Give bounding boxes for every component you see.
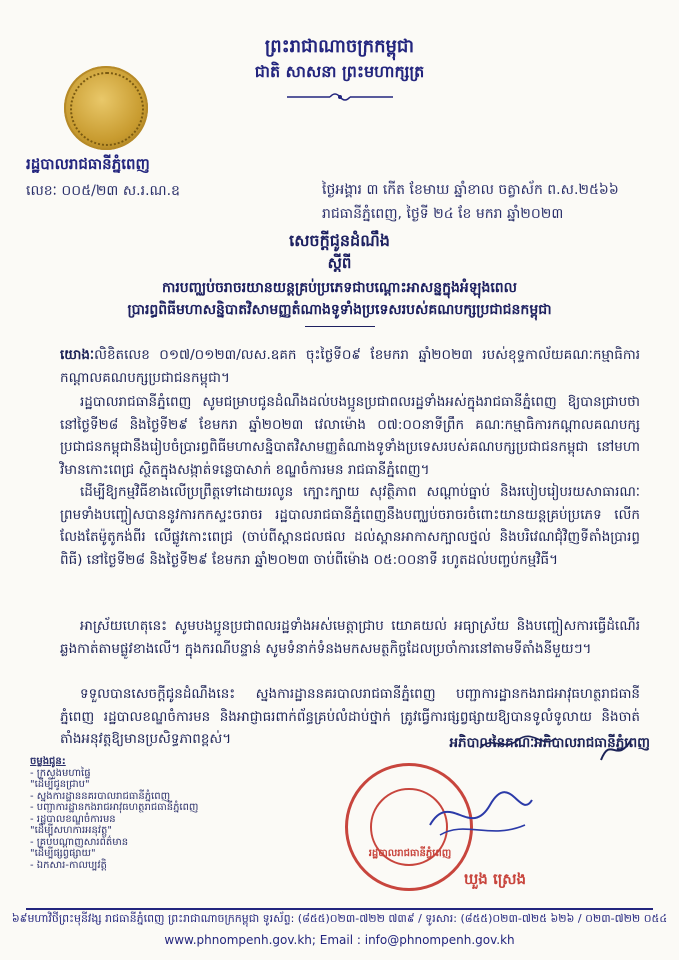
subject-line-2: ប្រារព្ធពិធីមហាសន្និបាតវិសាមញ្ញតំណាងទូទាំងប្រទេសរបស់គណបក្សប្រជាជនកម្ពុជា — [127, 302, 552, 318]
solar-date: រាជធានីភ្នំពេញ, ថ្ងៃទី ២៤ ខែ មករា ឆ្នាំ២០២៣ — [322, 206, 564, 222]
cc-list — [30, 756, 198, 871]
cc-heading: ចម្លងជូន: — [30, 756, 66, 767]
cc-item: - គ្រប់បណ្ដាញសារព័ត៌មាន — [30, 836, 129, 848]
cc-item: - ស្នងការដ្ឋាននគរបាលរាជធានីភ្នំពេញ — [30, 790, 171, 802]
body-paragraph-2: ដើម្បីឱ្យកម្មវិធីខាងលើប្រព្រឹត្តទៅដោយរលូន ក្បោះក្បាយ សុវត្ថិភាព សណ្ដាប់ធ្នាប់ និងរបៀបរៀបរយសាធារណៈ ព្រមទាំងបញ្ចៀសបាននូវការកកស្ទះចរាចរ រដ្ឋបាលរាជធានីភ្នំពេញនឹងបញ្ឈប់ចរាចរចំពោះយានយន្តគ្រប់ប្រភេទ លើកលែងតែម៉ូតូកង់ពីរ លើផ្លូវកោះពេជ្រ (ចាប់ពីស្ពានជលផល ដល់ស្ពានអាកាសក្បាលថ្នល់ និងបរិវេណជុំវិញទីតាំងប្រារព្ធពិធី) នៅថ្ងៃទី២៨ និងថ្ងៃទី២៩ ខែមករា ឆ្នាំ២០២៣ ចាប់ពីម៉ោង ០៥:០០នាទី រហូតដល់បញ្ចប់កម្មវិធី។ — [60, 484, 640, 568]
body-paragraph-3: អាស្រ័យហេតុនេះ សូមបងប្អូនប្រជាពលរដ្ឋទាំងអស់មេត្តាជ្រាប យោគយល់ អធ្យាស្រ័យ និងបញ្ចៀសការធ្វើដំណើរឆ្លងកាត់តាមផ្លូវខាងលើ។ ក្នុងករណីបន្ទាន់ សូមទំនាក់ទំនងមកសមត្ថកិច្ចដែលប្រចាំការនៅតាមទីតាំងនីមួយៗ។ — [60, 618, 640, 657]
handwritten-note — [478, 730, 558, 755]
initial-mark — [596, 730, 636, 770]
stamp-text: រដ្ឋបាលរាជធានីភ្នំពេញ — [368, 848, 452, 859]
cc-item: - បញ្ជាការដ្ឋានកងរាជអាវុធហត្ថរាជធានីភ្នំពេញ — [30, 802, 199, 813]
cc-item: - ឯកសារ-កាលប្បវត្តិ — [30, 859, 107, 871]
reference-number: លេខៈ ០០៥/២៣ ស.រ.ណ.ឧ — [26, 183, 180, 199]
kingdom-heading: ព្រះរាជាណាចក្រកម្ពុជា — [264, 36, 415, 57]
cc-item: - ក្រសួងមហាផ្ទៃ — [30, 767, 91, 779]
motto-heading: ជាតិ សាសនា ព្រះមហាក្សត្រ — [254, 62, 425, 81]
cc-item: - រដ្ឋបាលខណ្ឌចំការមន — [30, 813, 116, 825]
body-paragraph-1: រដ្ឋបាលរាជធានីភ្នំពេញ សូមជម្រាបជូនដំណឹងដល់បងប្អូនប្រជាពលរដ្ឋទាំងអស់ក្នុងរាជធានីភ្នំពេញ ឱ្យបានជ្រាបថា នៅថ្ងៃទី២៨ និងថ្ងៃទី២៩ ខែមករា ឆ្នាំ២០២៣ វេលាម៉ោង ០៧:០០នាទីព្រឹក គណៈកម្មាធិការកណ្ដាលគណបក្សប្រជាជនកម្ពុជានឹងរៀបចំប្រារព្ធពិធីមហាសន្និបាតវិសាមញ្ញតំណាងទូទាំងប្រទេសរបស់គណបក្សប្រជាជនកម្ពុជា នៅមហាវិមានកោះពេជ្រ ស្ថិតក្នុងសង្កាត់ទន្លេបាសាក់ ខណ្ឌចំការមន រាជធានីភ្នំពេញ។ — [60, 394, 640, 478]
cc-item: "ដើម្បីសហការអនុវត្ត" — [30, 825, 113, 836]
sender-name: រដ្ឋបាលរាជធានីភ្នំពេញ — [26, 155, 150, 173]
reference-label: យោងៈ — [60, 347, 95, 363]
subject-label: ស្ដីពី — [327, 254, 352, 272]
ornament-divider — [285, 91, 395, 103]
footer-address: ៦៩មហាវិថីព្រះមុនីវង្ស រាជធានីភ្នំពេញ ព្រះរាជាណាចក្រកម្ពុជា ទូរស័ព្ទ: (៨៥៥)០២៣-៧២២ ៧៣៩ / ទូរសារ: (៨៥៥)០២៣-៧២៥ ៦២៦ / ០២៣-៧២២ ០៥៤ — [11, 912, 668, 925]
document-type: សេចក្ដីជូនដំណឹង — [289, 231, 390, 250]
footer-contact[interactable]: www.phnompenh.gov.kh; Email : info@phnompenh.gov.kh — [164, 933, 515, 947]
handwritten-signature — [420, 780, 540, 850]
subject-line-1: ការបញ្ឈប់ចរាចរយានយន្តគ្រប់ប្រភេទជាបណ្ដោះអាសន្នក្នុងអំឡុងពេល — [162, 280, 517, 296]
title-underline — [305, 326, 375, 327]
reference-paragraph — [60, 344, 640, 389]
reference-text: លិខិតលេខ ០១៧/០១២៣/លស.ឧគក ចុះថ្ងៃទី០៩ ខែមករា ឆ្នាំ២០២៣ របស់ខុទ្ទកាល័យគណៈកម្មាធិការកណ្ដាលគណបក្សប្រជាជនកម្ពុជា។ — [60, 347, 640, 386]
body-paragraph-4: ទទួលបានសេចក្ដីជូនដំណឹងនេះ ស្នងការដ្ឋាននគរបាលរាជធានីភ្នំពេញ បញ្ជាការដ្ឋានកងរាជអាវុធហត្ថរាជធានីភ្នំពេញ រដ្ឋបាលខណ្ឌចំការមន និងអាជ្ញាធរពាក់ព័ន្ធគ្រប់លំដាប់ថ្នាក់ ត្រូវធ្វើការផ្សព្វផ្សាយឱ្យបានទូលំទូលាយ និងចាត់តាំងអនុវត្តឱ្យមានប្រសិទ្ធភាពខ្ពស់។ — [60, 686, 640, 748]
cc-item: "ដើម្បីជូនជ្រាប" — [30, 779, 90, 790]
signatory-title: អភិបាលនៃគណៈអភិបាលរាជធានីភ្នំពេញ — [449, 735, 650, 751]
lunar-date: ថ្ងៃអង្គារ ៣ កើត ខែមាឃ ឆ្នាំខាល ចត្វាស័ក ព.ស.២៥៦៦ — [322, 182, 619, 198]
signatory-name: ឃួង ស្រេង — [464, 870, 527, 888]
emblem-ring — [70, 72, 144, 146]
cc-item: "ដើម្បីផ្សព្វផ្សាយ" — [30, 848, 96, 859]
footer-rule — [26, 908, 653, 910]
